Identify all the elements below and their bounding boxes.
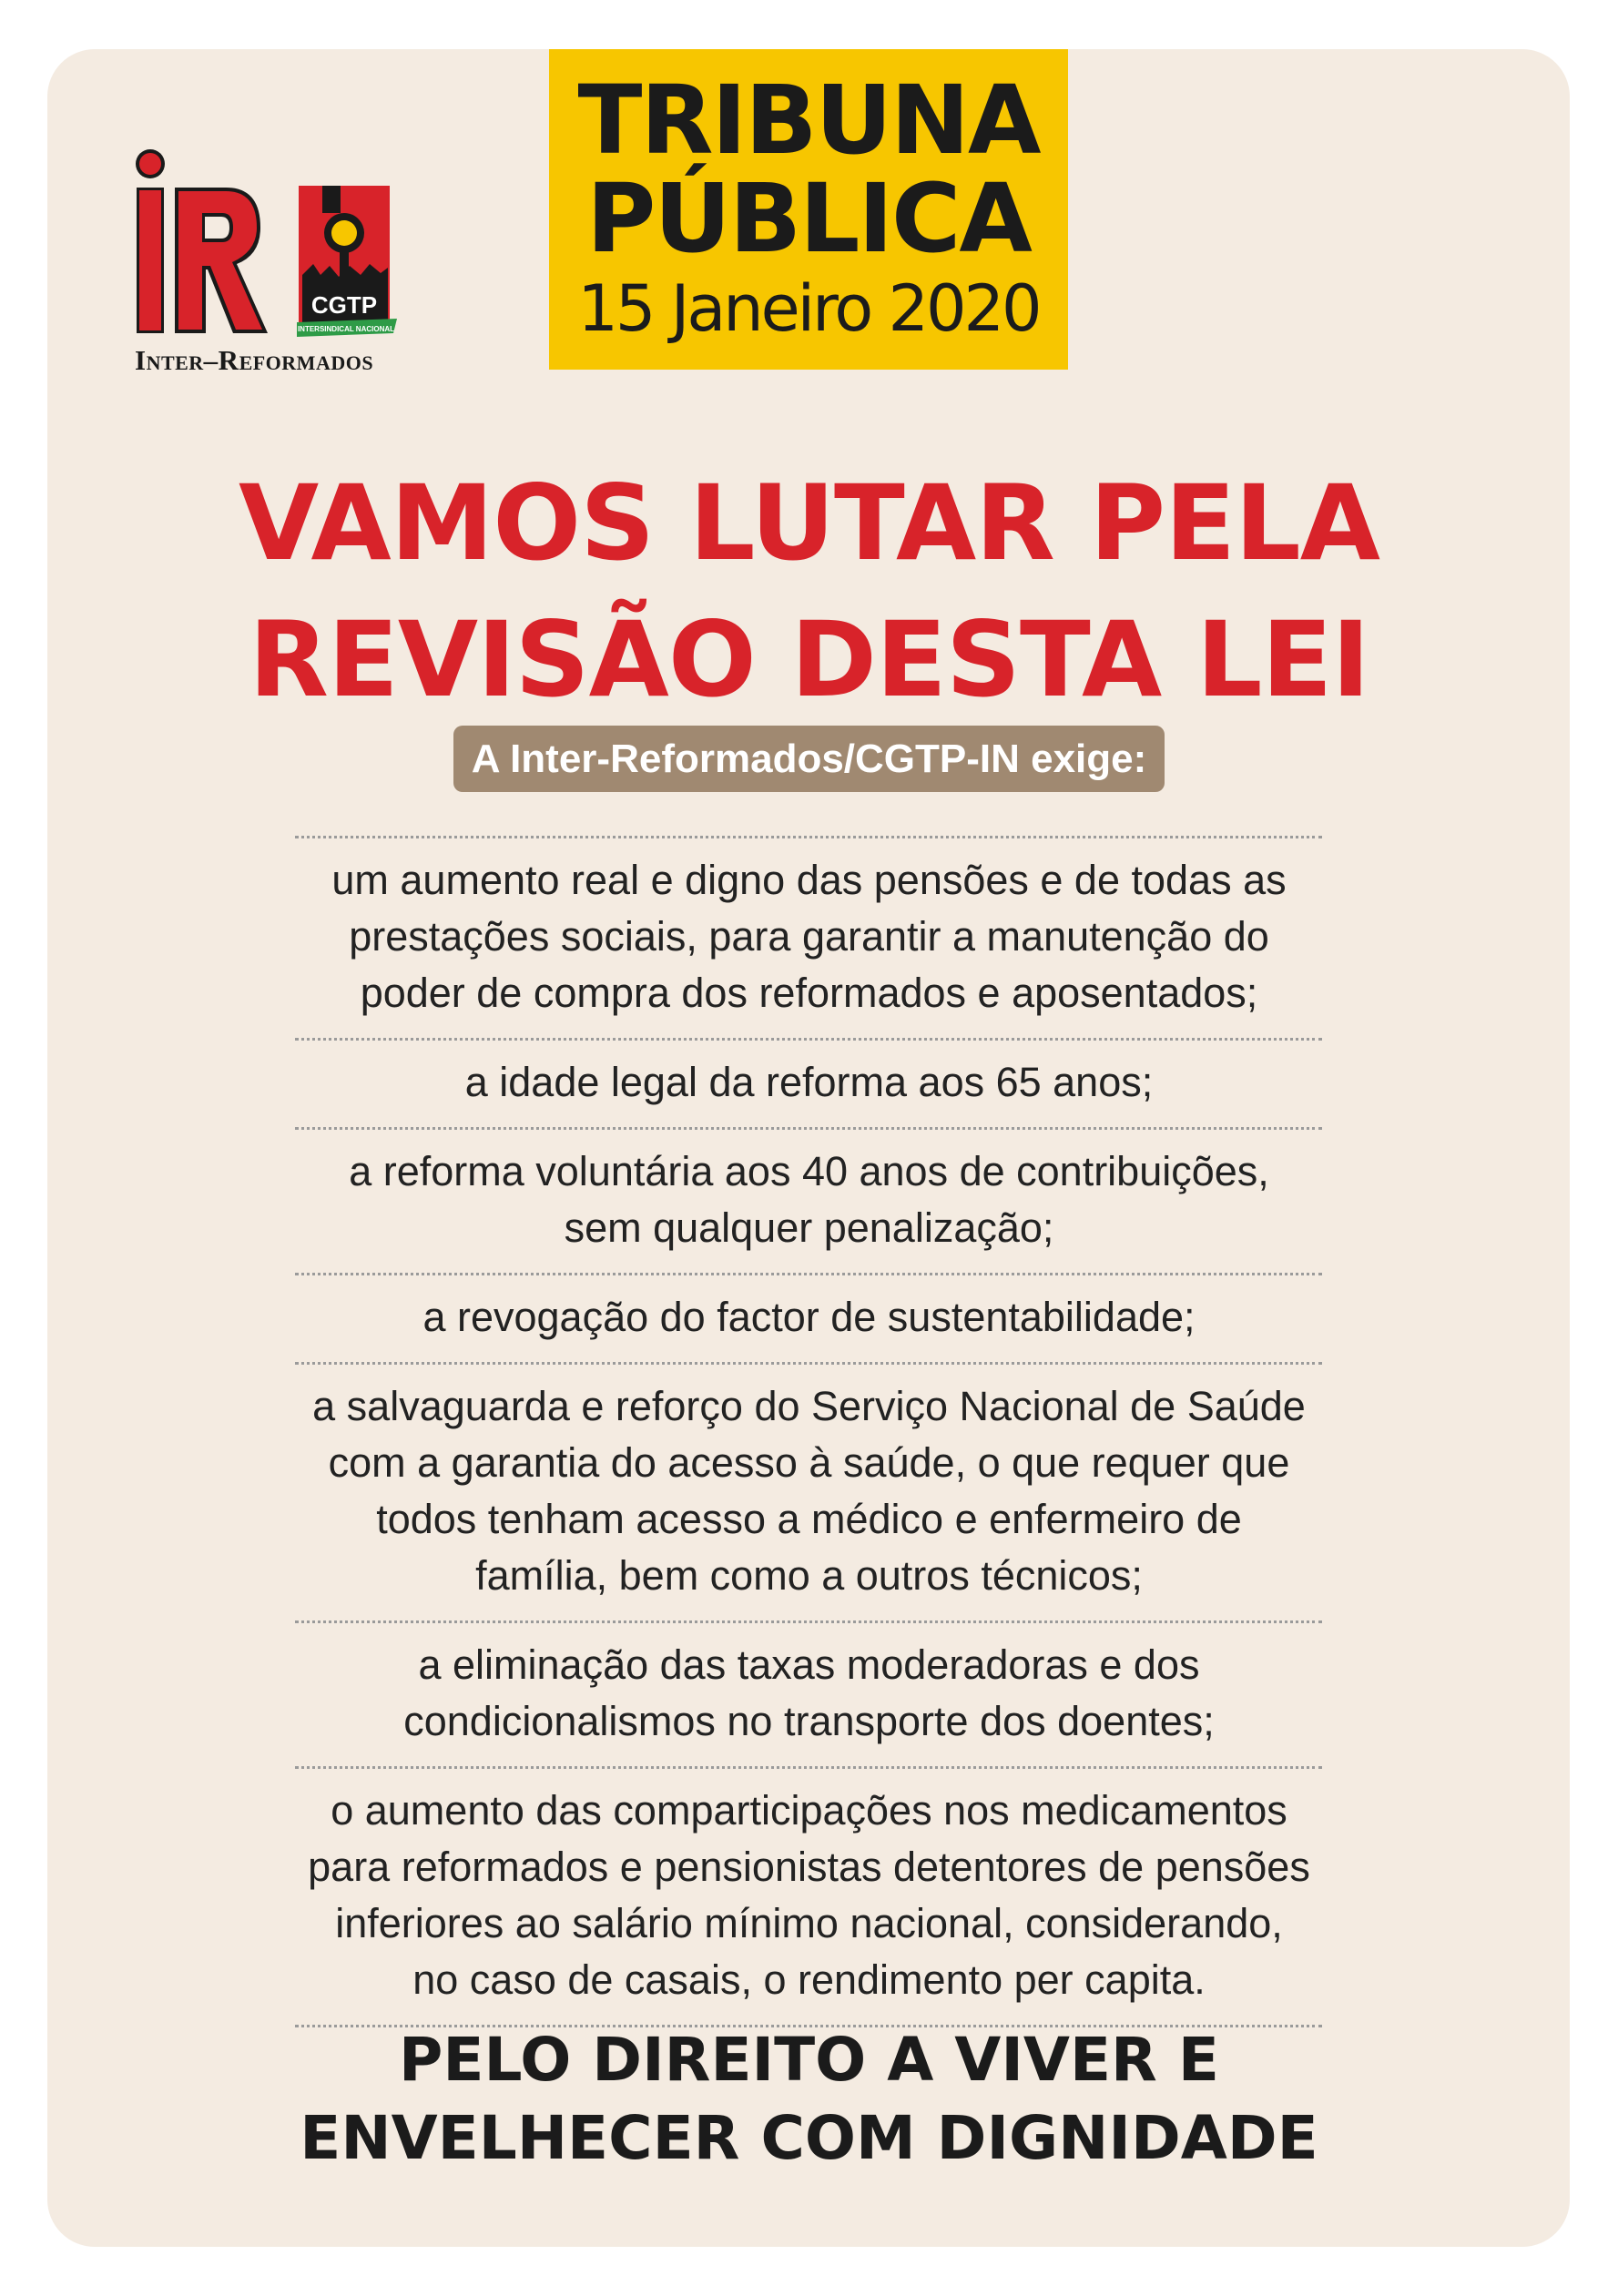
cgtp-letters: CGTP	[310, 291, 378, 319]
cgtp-logo-mark	[297, 186, 397, 339]
demand-item	[255, 1637, 1363, 1750]
demand-item	[255, 1783, 1363, 2008]
dotted-separator	[295, 1362, 1322, 1365]
org-name-text: Inter–Reformados	[135, 344, 374, 376]
closing-slogan	[91, 2021, 1527, 2178]
demand-item	[255, 1289, 1363, 1346]
demand-line: a reforma voluntária aos 40 anos de contribuições,	[349, 1148, 1269, 1194]
demand-line: todos tenham acesso a médico e enfermeiro de	[376, 1496, 1242, 1542]
demand-line: para reformados e pensionistas detentores de pensões	[308, 1844, 1310, 1890]
demand-line: prestações sociais, para garantir a manutenção do	[349, 913, 1269, 960]
headline	[91, 455, 1527, 728]
demand-line: no caso de casais, o rendimento per capita.	[412, 1956, 1206, 2003]
dotted-separator	[295, 836, 1322, 838]
banner-line-2: PÚBLICA	[586, 163, 1031, 274]
ir-logo-mark	[135, 147, 271, 339]
demand-item	[255, 1054, 1363, 1111]
dotted-separator	[295, 1127, 1322, 1130]
headline-line-2: REVISÃO DESTA LEI	[249, 599, 1369, 720]
headline-line-1: VAMOS LUTAR PELA	[239, 462, 1379, 584]
demand-intro-badge: A Inter-Reformados/CGTP-IN exige:	[453, 726, 1165, 792]
demand-line: a salvaguarda e reforço do Serviço Nacional de Saúde	[312, 1383, 1306, 1429]
demand-line: a eliminação das taxas moderadoras e dos	[418, 1641, 1200, 1688]
banner-line-1: TRIBUNA	[577, 65, 1040, 176]
demand-item	[255, 1378, 1363, 1604]
demand-item	[255, 1143, 1363, 1256]
demand-line: família, bem como a outros técnicos;	[475, 1552, 1143, 1599]
dotted-separator	[295, 1620, 1322, 1623]
demand-line: sem qualquer penalização;	[564, 1204, 1054, 1251]
demand-line: inferiores ao salário mínimo nacional, considerando,	[335, 1900, 1283, 1946]
dotted-separator	[295, 1273, 1322, 1275]
demand-line: condicionalismos no transporte dos doentes;	[403, 1698, 1215, 1744]
demand-line: a revogação do factor de sustentabilidade;	[422, 1294, 1196, 1340]
slogan-line-1: PELO DIREITO A VIVER E	[399, 2025, 1219, 2095]
cgtp-subtitle: INTERSINDICAL NACIONAL	[297, 325, 395, 333]
demand-item	[255, 852, 1363, 1021]
event-date: 15 Janeiro 2020	[577, 271, 1040, 346]
slogan-line-2: ENVELHECER COM DIGNIDADE	[300, 2103, 1318, 2173]
org-name	[135, 344, 472, 377]
demand-line: a idade legal da reforma aos 65 anos;	[464, 1059, 1154, 1105]
event-banner	[549, 49, 1068, 370]
demand-line: com a garantia do acesso à saúde, o que requer que	[328, 1439, 1290, 1486]
demand-line: poder de compra dos reformados e aposentados;	[360, 970, 1258, 1016]
demand-line: um aumento real e digno das pensões e de todas as	[331, 857, 1287, 903]
dotted-separator	[295, 1038, 1322, 1041]
demand-line: o aumento das comparticipações nos medicamentos	[331, 1787, 1287, 1834]
inter-reformados-logo	[135, 147, 472, 380]
dotted-separator	[295, 1766, 1322, 1769]
